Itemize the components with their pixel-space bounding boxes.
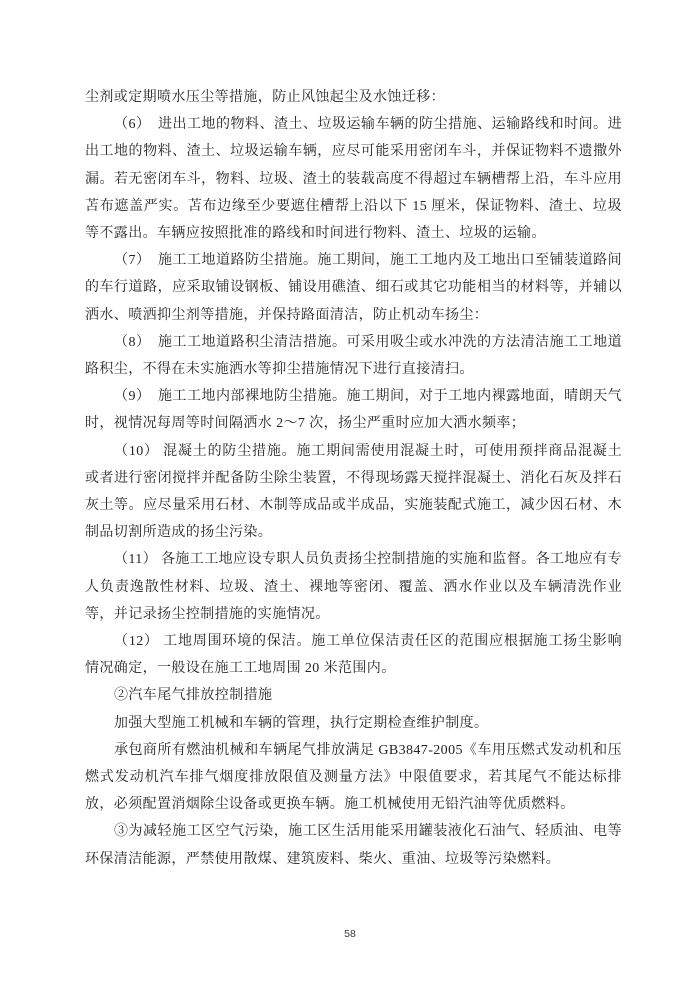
paragraph: 加强大型施工机械和车辆的管理，执行定期检查维护制度。 — [114, 715, 489, 731]
paragraph: （8） 施工工地道路积尘清洁措施。可采用吸尘或水冲洗的方法清洁施工工地道路积尘，不得在未实施洒水等抑尘措施情况下进行直接清扫。 — [85, 334, 622, 378]
paragraph: （12） 工地周围环境的保洁。施工单位保洁责任区的范围应根据施工扬尘影响情况确定，一般设在施工工地周围 20 米范围内。 — [85, 634, 622, 677]
paragraph: ②汽车尾气排放控制措施 — [114, 688, 273, 704]
paragraph: 承包商所有燃油机械和车辆尾气排放满足 GB3847-2005《车用压燃式发动机和压燃式发动机汽车排气烟度排放限值及测量方法》中限值要求，若其尾气不能达标排放，必须配置消烟除尘设备或更换车辆。施工机械使用无铅汽油等优质燃料。 — [85, 742, 622, 813]
paragraph: （10） 混凝土的防尘措施。施工期间需使用混凝土时，可使用预拌商品混凝土或者进行密闭搅拌并配备防尘除尘装置，不得现场露天搅拌混凝土、消化石灰及拌石灰土等。应尽量采用石材、木制等成品或半成品，实施装配式施工，减少因石材、木制品切割所造成的扬尘污染。 — [85, 443, 622, 541]
paragraph: （9） 施工工地内部裸地防尘措施。施工期间，对于工地内裸露地面，晴朗天气时，视情况每周等时间隔洒水 2～7 次，扬尘严重时应加大洒水频率； — [85, 389, 622, 432]
page-number: 58 — [344, 928, 356, 940]
document-body — [85, 84, 622, 873]
paragraph: ③为减轻施工区空气污染，施工区生活用能采用罐装液化石油气、轻质油、电等环保清洁能源，严禁使用散煤、建筑废料、柴火、重油、垃圾等污染燃料。 — [85, 824, 622, 867]
paragraph: （7） 施工工地道路防尘措施。施工期间，施工工地内及工地出口至铺装道路间的车行道路，应采取铺设钢板、铺设用礁渣、细石或其它功能相当的材料等，并辅以洒水、喷洒抑尘剂等措施，并保持路面清洁，防止机动车扬尘： — [85, 253, 622, 323]
paragraph: 尘剂或定期喷水压尘等措施，防止风蚀起尘及水蚀迁移： — [85, 90, 445, 105]
paragraph: （6） 进出工地的物料、渣土、垃圾运输车辆的防尘措施、运输路线和时间。进出工地的物料、渣土、垃圾运输车辆，应尽可能采用密闭车斗，并保证物料不遗撒外漏。若无密闭车斗，物料、垃圾、渣土的装载高度不得超过车辆槽帮上沿，车斗应用苫布遮盖严实。苫布边缘至少要遮住槽帮上沿以下 15 厘米，保证物料、渣土、垃圾等不露出。车辆应按照批准的路线和时间进行物料、渣土、垃圾的运输。 — [85, 117, 622, 242]
paragraph: （11） 各施工工地应设专职人员负责扬尘控制措施的实施和监督。各工地应有专人负责逸散性材料、垃圾、渣土、裸地等密闭、覆盖、洒水作业以及车辆清洗作业等，并记录扬尘控制措施的实施情况。 — [85, 552, 622, 622]
